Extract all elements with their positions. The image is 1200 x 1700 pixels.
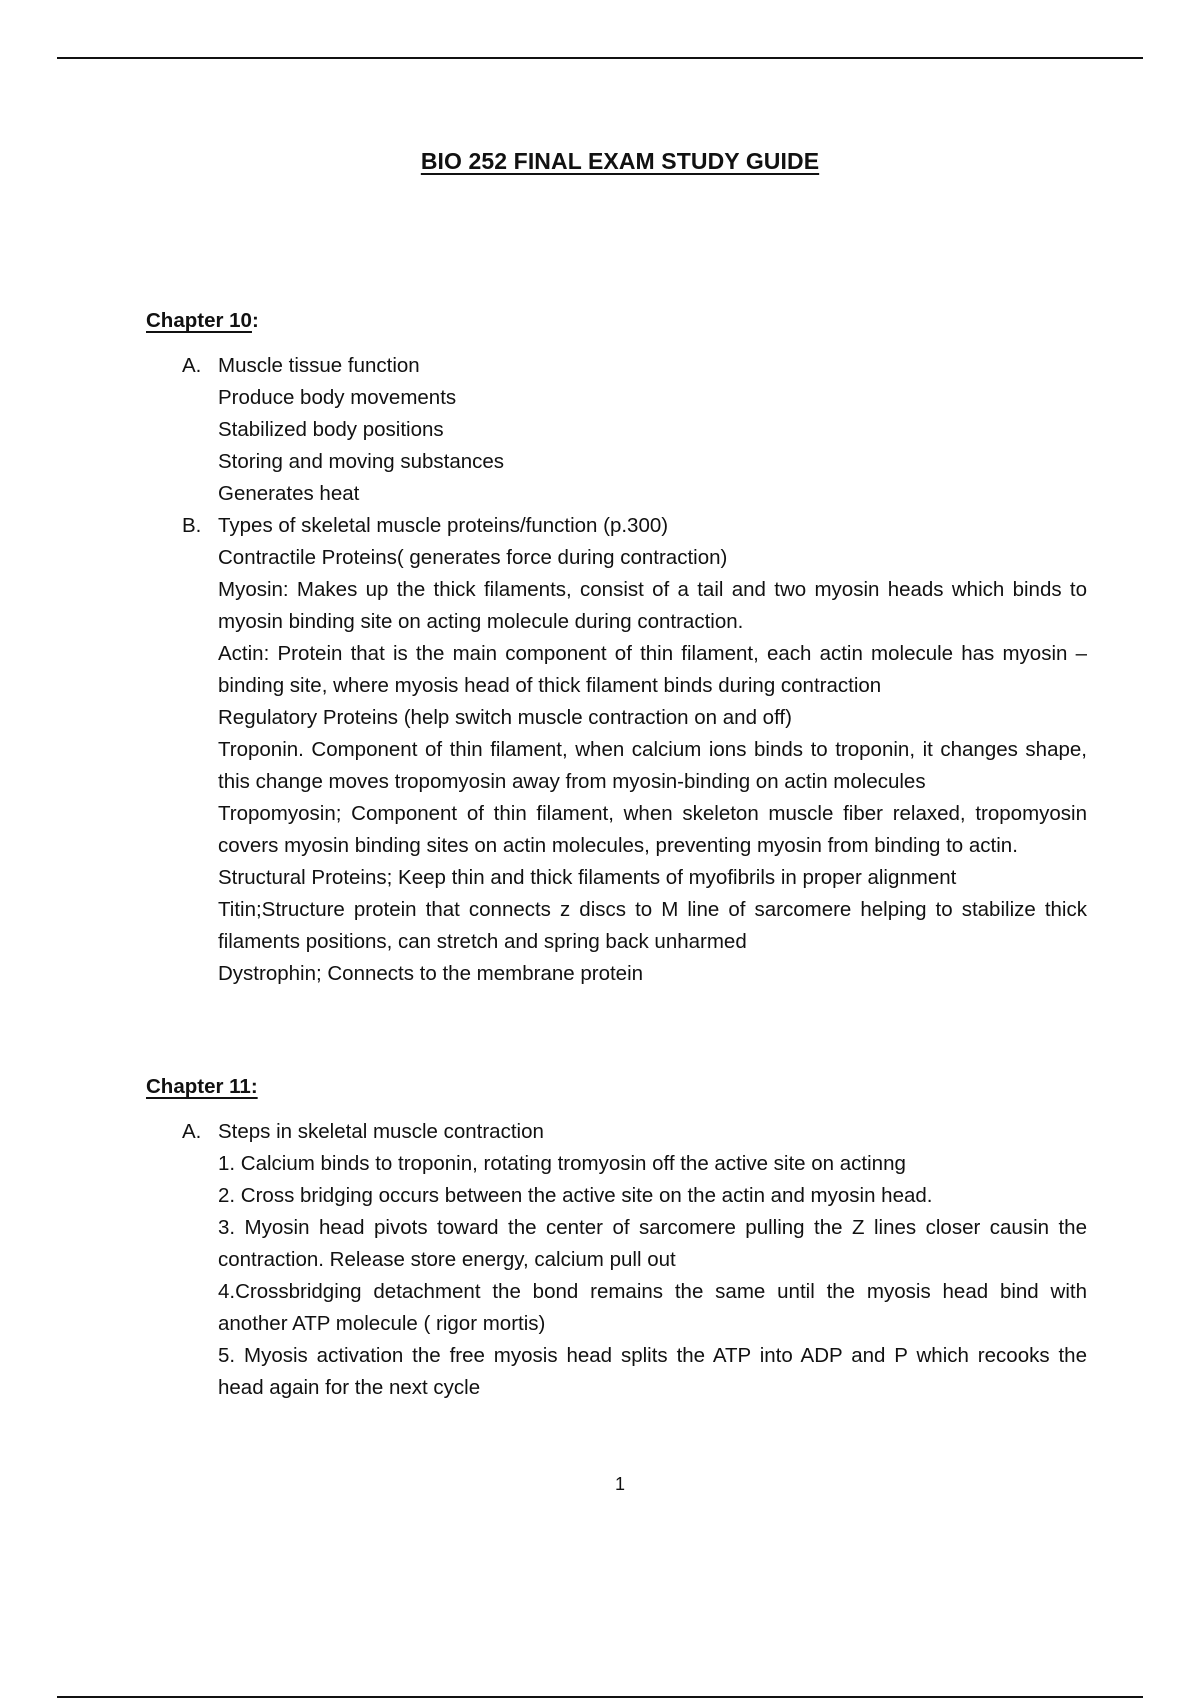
paragraph: 3. Myosin head pivots toward the center of sarcomere pulling the Z lines closer causin the contraction. Release store energy, calcium pull out <box>218 1216 1087 1271</box>
list-item: Types of skeletal muscle proteins/function (p.300) <box>218 514 669 537</box>
paragraph: 5. Myosis activation the free myosis head splits the ATP into ADP and P which recooks the head again for the next cycle <box>218 1344 1087 1399</box>
chapter-10-heading-colon: : <box>251 309 259 332</box>
list-item: Generates heat <box>218 482 360 505</box>
document-title: BIO 252 FINAL EXAM STUDY GUIDE <box>420 148 820 174</box>
top-rule <box>57 57 1143 59</box>
bottom-rule <box>57 1696 1143 1698</box>
section-letter: A. <box>182 1120 202 1143</box>
chapter-11-section <box>146 1072 1146 1404</box>
list-item: Muscle tissue function <box>218 354 420 377</box>
chapter-10-section-b <box>182 510 1146 990</box>
page-number: 1 <box>614 1474 625 1494</box>
list-item: Dystrophin; Connects to the membrane protein <box>218 962 644 985</box>
list-item: Produce body movements <box>218 386 457 409</box>
chapter-11-heading-text: Chapter 11: <box>146 1075 258 1098</box>
section-letter: B. <box>182 514 202 537</box>
chapter-10-section-a <box>182 350 1146 510</box>
chapter-11-section-a <box>182 1116 1146 1404</box>
chapter-10-section <box>146 306 1146 990</box>
list-item: 2. Cross bridging occurs between the active site on the actin and myosin head. <box>218 1184 933 1207</box>
list-item: Steps in skeletal muscle contraction <box>218 1120 544 1143</box>
paragraph: Troponin. Component of thin filament, when calcium ions binds to troponin, it changes shape, this change moves tropomyosin away from myosin-binding on actin molecules <box>218 738 1087 793</box>
paragraph: 4.Crossbridging detachment the bond remains the same until the myosis head bind with another ATP molecule ( rigor mortis) <box>218 1280 1087 1335</box>
paragraph: Myosin: Makes up the thick filaments, consist of a tail and two myosin heads which binds to myosin binding site on acting molecule during contraction. <box>218 578 1087 633</box>
chapter-10-heading-text: Chapter 10 <box>146 309 252 332</box>
section-letter: A. <box>182 354 202 377</box>
list-item: 1. Calcium binds to troponin, rotating tromyosin off the active site on actinng <box>218 1152 906 1175</box>
list-item: Structural Proteins; Keep thin and thick filaments of myofibrils in proper alignment <box>218 866 957 889</box>
list-item: Stabilized body positions <box>218 418 444 441</box>
list-item: Contractile Proteins( generates force during contraction) <box>218 546 728 569</box>
list-item: Regulatory Proteins (help switch muscle contraction on and off) <box>218 706 792 729</box>
chapter-11-heading <box>146 1072 1146 1102</box>
paragraph: Titin;Structure protein that connects z discs to M line of sarcomere helping to stabilize thick filaments positions, can stretch and spring back unharmed <box>218 898 1087 953</box>
chapter-10-heading <box>146 306 1146 336</box>
paragraph: Tropomyosin; Component of thin filament, when skeleton muscle fiber relaxed, tropomyosin covers myosin binding sites on actin molecules, preventing myosin from binding to actin. <box>218 802 1087 857</box>
paragraph: Actin: Protein that is the main component of thin filament, each actin molecule has myosin –binding site, where myosis head of thick filament binds during contraction <box>218 642 1087 697</box>
list-item: Storing and moving substances <box>218 450 505 473</box>
